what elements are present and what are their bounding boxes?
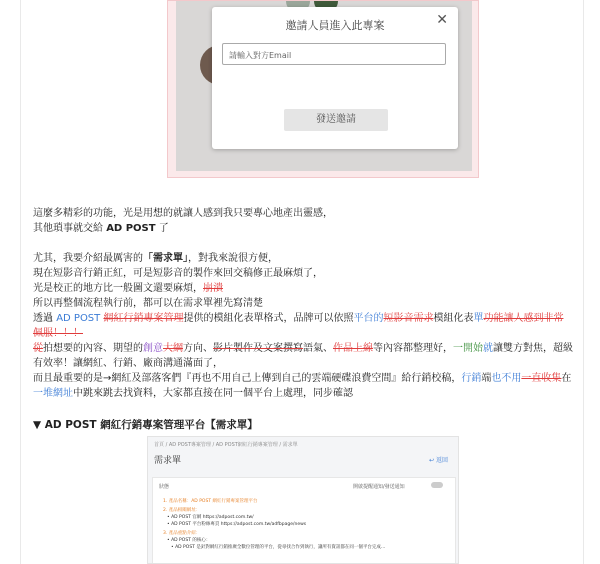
strike-text: 短影音需求 — [383, 313, 434, 324]
send-invite-button[interactable]: 發送邀請 — [284, 109, 388, 131]
text-segment: 了 — [155, 223, 169, 234]
colored-text: 行銷 — [461, 373, 482, 384]
strike-text: 影片製作及文案撰寫 — [213, 343, 303, 354]
text-segment: 中跳來跳去找資料，大家都直接在同一個平台上處理，同步確認 — [73, 388, 353, 399]
close-icon[interactable]: ✕ — [436, 12, 448, 28]
paragraph-1 — [33, 206, 573, 236]
form-line-text: 3. 產品重點介紹： — [163, 531, 201, 536]
colored-text: 創意 — [143, 343, 163, 354]
form-card — [152, 477, 456, 564]
adpost-link[interactable]: AD POST — [56, 313, 101, 324]
text-line — [33, 281, 573, 296]
text-line: 現在短影音行銷正紅，可是短影音的製作來回交稿修正最麻煩了， — [33, 268, 323, 279]
text-segment: 方向、 — [183, 343, 213, 354]
colored-text: 一堆網址 — [33, 388, 73, 399]
text-segment: 拍想要的內容、期望的 — [43, 343, 143, 354]
text-segment: ，對我來說很方便， — [188, 253, 278, 264]
text-line — [33, 221, 573, 236]
modal-title: 邀請人員進入此專案 — [285, 19, 385, 32]
text-segment: 透過 — [33, 313, 57, 324]
form-line — [163, 530, 200, 537]
text-segment: 端 — [481, 373, 492, 384]
text-segment: 其他瑣事就交給 — [33, 223, 107, 234]
colored-text: 也不用 — [491, 373, 522, 384]
invite-modal — [212, 7, 458, 149]
strike-text: 崩潰 — [203, 283, 223, 294]
text-segment: 讓雙方對焦，超級有效率！讓網紅、行銷、廠商溝通滿面了， — [33, 343, 573, 369]
text-line — [33, 311, 573, 341]
strike-text: 一直收集 — [521, 373, 562, 384]
form-line-text: 1. 產品名稱：AD POST 網紅行銷專案管理平台 — [163, 499, 258, 504]
strike-text: 從 — [33, 343, 43, 354]
colored-text: 一開始 — [453, 343, 483, 354]
text-line: 所以再整個流程執行前，都可以在需求單裡先寫清楚 — [33, 298, 263, 309]
demand-form-screenshot — [147, 436, 459, 564]
colored-text: 平台的 — [353, 313, 384, 324]
text-line — [33, 371, 573, 401]
text-segment: 提供的模組化表單格式，品牌可以依照 — [183, 313, 354, 324]
text-segment: 語氣、 — [303, 343, 333, 354]
text-segment: 光是校正的地方比一般圖文還要麻煩， — [33, 283, 203, 294]
colored-text: 單 — [473, 313, 484, 324]
strike-text: 大綱 — [163, 343, 183, 354]
text-segment: 在 — [561, 373, 572, 384]
screenshot-background — [176, 1, 472, 171]
form-line: • AD POST 是針對網紅行銷推廣全數位管理的平台，從尋找合作到執行，讓所有資訊都在同一個平台完成… — [171, 545, 386, 550]
form-line: • AD POST 平台粉絲專頁 https://adpost.com.tw/adfbpage/news — [167, 522, 307, 527]
text-segment: 尤其，我要介紹最厲害的 — [33, 253, 143, 264]
form-line — [163, 498, 258, 505]
form-line — [163, 507, 200, 514]
paragraph-2 — [33, 251, 573, 401]
page-title: 需求單 — [154, 456, 182, 466]
colored-text: 就 — [483, 343, 493, 354]
invite-screenshot — [167, 0, 479, 178]
form-line: • AD POST 官網 https://adpost.com.tw/ — [167, 515, 254, 520]
strike-text: 作品上線 — [333, 343, 373, 354]
breadcrumb: 首頁 / AD POST專案管理 / AD POST網紅行銷專案管理 / 需求單 — [154, 442, 298, 448]
text-segment: 等內容都整理好， — [373, 343, 453, 354]
text-segment: 模組化表 — [433, 313, 474, 324]
form-line: • AD POST 的核心： — [167, 538, 211, 543]
form-line-text: 2. 產品相關網址： — [163, 508, 201, 513]
text-line — [33, 251, 573, 266]
highlight-demand-form: 「需求單」 — [143, 253, 188, 264]
section-heading: ▼ AD POST 網紅行銷專案管理平台【需求單】 — [33, 419, 258, 431]
text-line — [33, 341, 573, 371]
brand-name: AD POST — [106, 223, 156, 234]
notify-toggle[interactable] — [431, 482, 443, 488]
strike-text: 功能讓人感到非常佩服！！！ — [33, 313, 564, 339]
strike-text: 網紅行銷專案管理 — [103, 313, 184, 324]
text-line: 這麼多精彩的功能，光是用想的就讓人感到我只要專心地產出靈感， — [33, 208, 333, 219]
article-page — [20, 0, 584, 564]
toggle-label: 開啟提醒通知/發送通知 — [353, 484, 405, 490]
email-input[interactable]: 請輸入對方Email — [222, 43, 446, 65]
back-button[interactable]: ↩ 返回 — [429, 457, 448, 464]
status-label: 狀態 — [159, 484, 170, 490]
text-segment: 而且最重要的是→網紅及部落客們『再也不用自己上傳到自己的雲端硬碟浪費空間』給行銷校稿， — [33, 373, 462, 384]
